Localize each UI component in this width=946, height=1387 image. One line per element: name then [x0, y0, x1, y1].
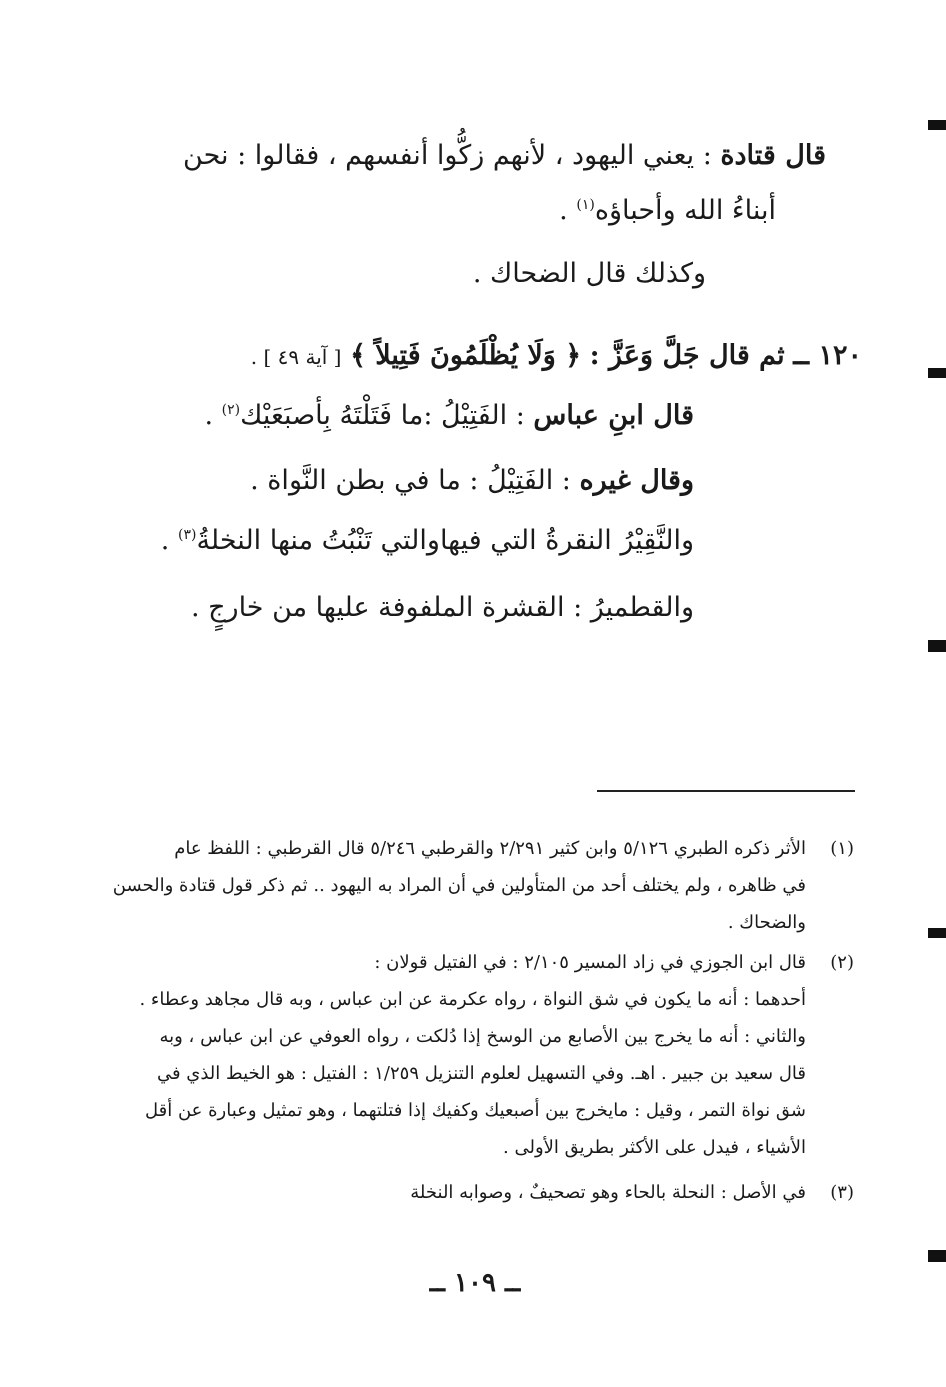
footnote-2-line-1: قال ابن الجوزي في زاد المسير ٢/١٠٥ : في الفتيل قولان :: [374, 952, 806, 973]
qatada-line-1: [183, 140, 826, 171]
footnote-2-line-2: أحدهما : أنه ما يكون في شق النواة ، رواه عكرمة عن ابن عباس ، وبه قال مجاهد وعطاء .: [139, 989, 806, 1010]
footnote-1-marker: (١): [830, 838, 854, 859]
qitmir-line: [191, 592, 694, 623]
footnote-2-marker: (٢): [830, 952, 854, 973]
other-line: [250, 465, 694, 496]
edge-mark-3: [928, 640, 946, 652]
footnote-2-line-5: شق نواة التمر ، وقيل : مايخرج بين أصبعيك وكفيك إذا فتلتهما ، وهو تمثيل وعبارة عن أقل: [145, 1100, 806, 1121]
qitmir-text: والقطميرُ : القشرة الملفوفة عليها من خارجٍ .: [190, 592, 694, 623]
edge-mark-5: [928, 1250, 946, 1262]
qatada-label: قال قتادة: [720, 140, 826, 171]
footnote-2-line-3: والثاني : أنه ما يخرج بين الأصابع من الوسخ إذا دُلكت ، رواه العوفي عن ابن عباس ، وبه: [159, 1026, 806, 1047]
footnote-1-line-2: في ظاهره ، ولم يختلف أحد من المتأولين في أن المراد به اليهود .. ثم ذكر قول قتادة والحسن: [112, 875, 806, 896]
ibn-abbas-end: .: [204, 400, 214, 431]
naqir-line: [161, 525, 694, 556]
qatada-line-2: [559, 195, 776, 226]
footnote-1-line-1: الأثر ذكره الطبري ٥/١٢٦ وابن كثير ٢/٢٩١ والقرطبي ٥/٢٤٦ قال القرطبي : اللفظ عام: [174, 838, 806, 859]
other-label: وقال غيره: [579, 465, 694, 496]
verse-reference: [ آية ٤٩ ] .: [250, 345, 342, 369]
dahhak-text: وكذلك قال الضحاك .: [472, 258, 706, 289]
other-text: : الفَتِيْلُ : ما في بطن النَّواة .: [250, 465, 571, 496]
edge-mark-2: [928, 368, 946, 378]
qatada-text-1: : يعني اليهود ، لأنهم زكُّوا أنفسهم ، فقالوا : نحن: [183, 140, 712, 171]
ibn-abbas-text: : الفَتِيْلُ :ما فَتَلْتَهُ بِأصبَعَيْك: [240, 400, 525, 431]
footnote-2-line-4: قال سعيد بن جبير . اهـ. وفي التسهيل لعلوم التنزيل ١/٢٥٩ : الفتيل : هو الخيط الذي في: [156, 1063, 806, 1084]
footnote-1-line-3: والضحاك .: [727, 912, 806, 933]
edge-mark-4: [928, 928, 946, 938]
footnote-separator: [597, 790, 855, 792]
naqir-text: والنَّقِيْرُ النقرةُ التي فيهاوالتي تَنْبُتُ منها النخلةُ: [196, 525, 694, 556]
footnote-ref-3[interactable]: (٣): [177, 527, 197, 543]
footnote-ref-1[interactable]: (١): [576, 197, 595, 213]
footnote-2-line-6: الأشياء ، فيدل على الأكثر بطريق الأولى .: [503, 1137, 806, 1158]
qatada-end: .: [559, 195, 568, 226]
verse-number: ١٢٠ ــ: [793, 340, 862, 371]
qatada-text-2: أبناءُ الله وأحباؤه: [594, 195, 776, 226]
dahhak-line: [473, 258, 706, 289]
verse-line: [251, 340, 862, 371]
ibn-abbas-line: [204, 400, 694, 431]
ibn-abbas-label: قال ابنِ عباس: [533, 400, 694, 431]
page-number: ــ ١٠٩ ــ: [429, 1268, 521, 1298]
quran-verse: ﴿ وَلَا يُظْلَمُونَ فَتِيلاً ﴾: [350, 340, 582, 371]
edge-mark-1: [928, 120, 946, 130]
verse-intro: ثم قال جَلَّ وَعَزَّ :: [589, 340, 785, 371]
footnote-ref-2[interactable]: (٢): [221, 402, 241, 418]
naqir-end: .: [160, 525, 170, 556]
footnote-3-line-1: في الأصل : النحلة بالحاء وهو تصحيفٌ ، وصوابه النخلة: [410, 1182, 806, 1203]
footnote-3-marker: (٣): [830, 1182, 854, 1203]
